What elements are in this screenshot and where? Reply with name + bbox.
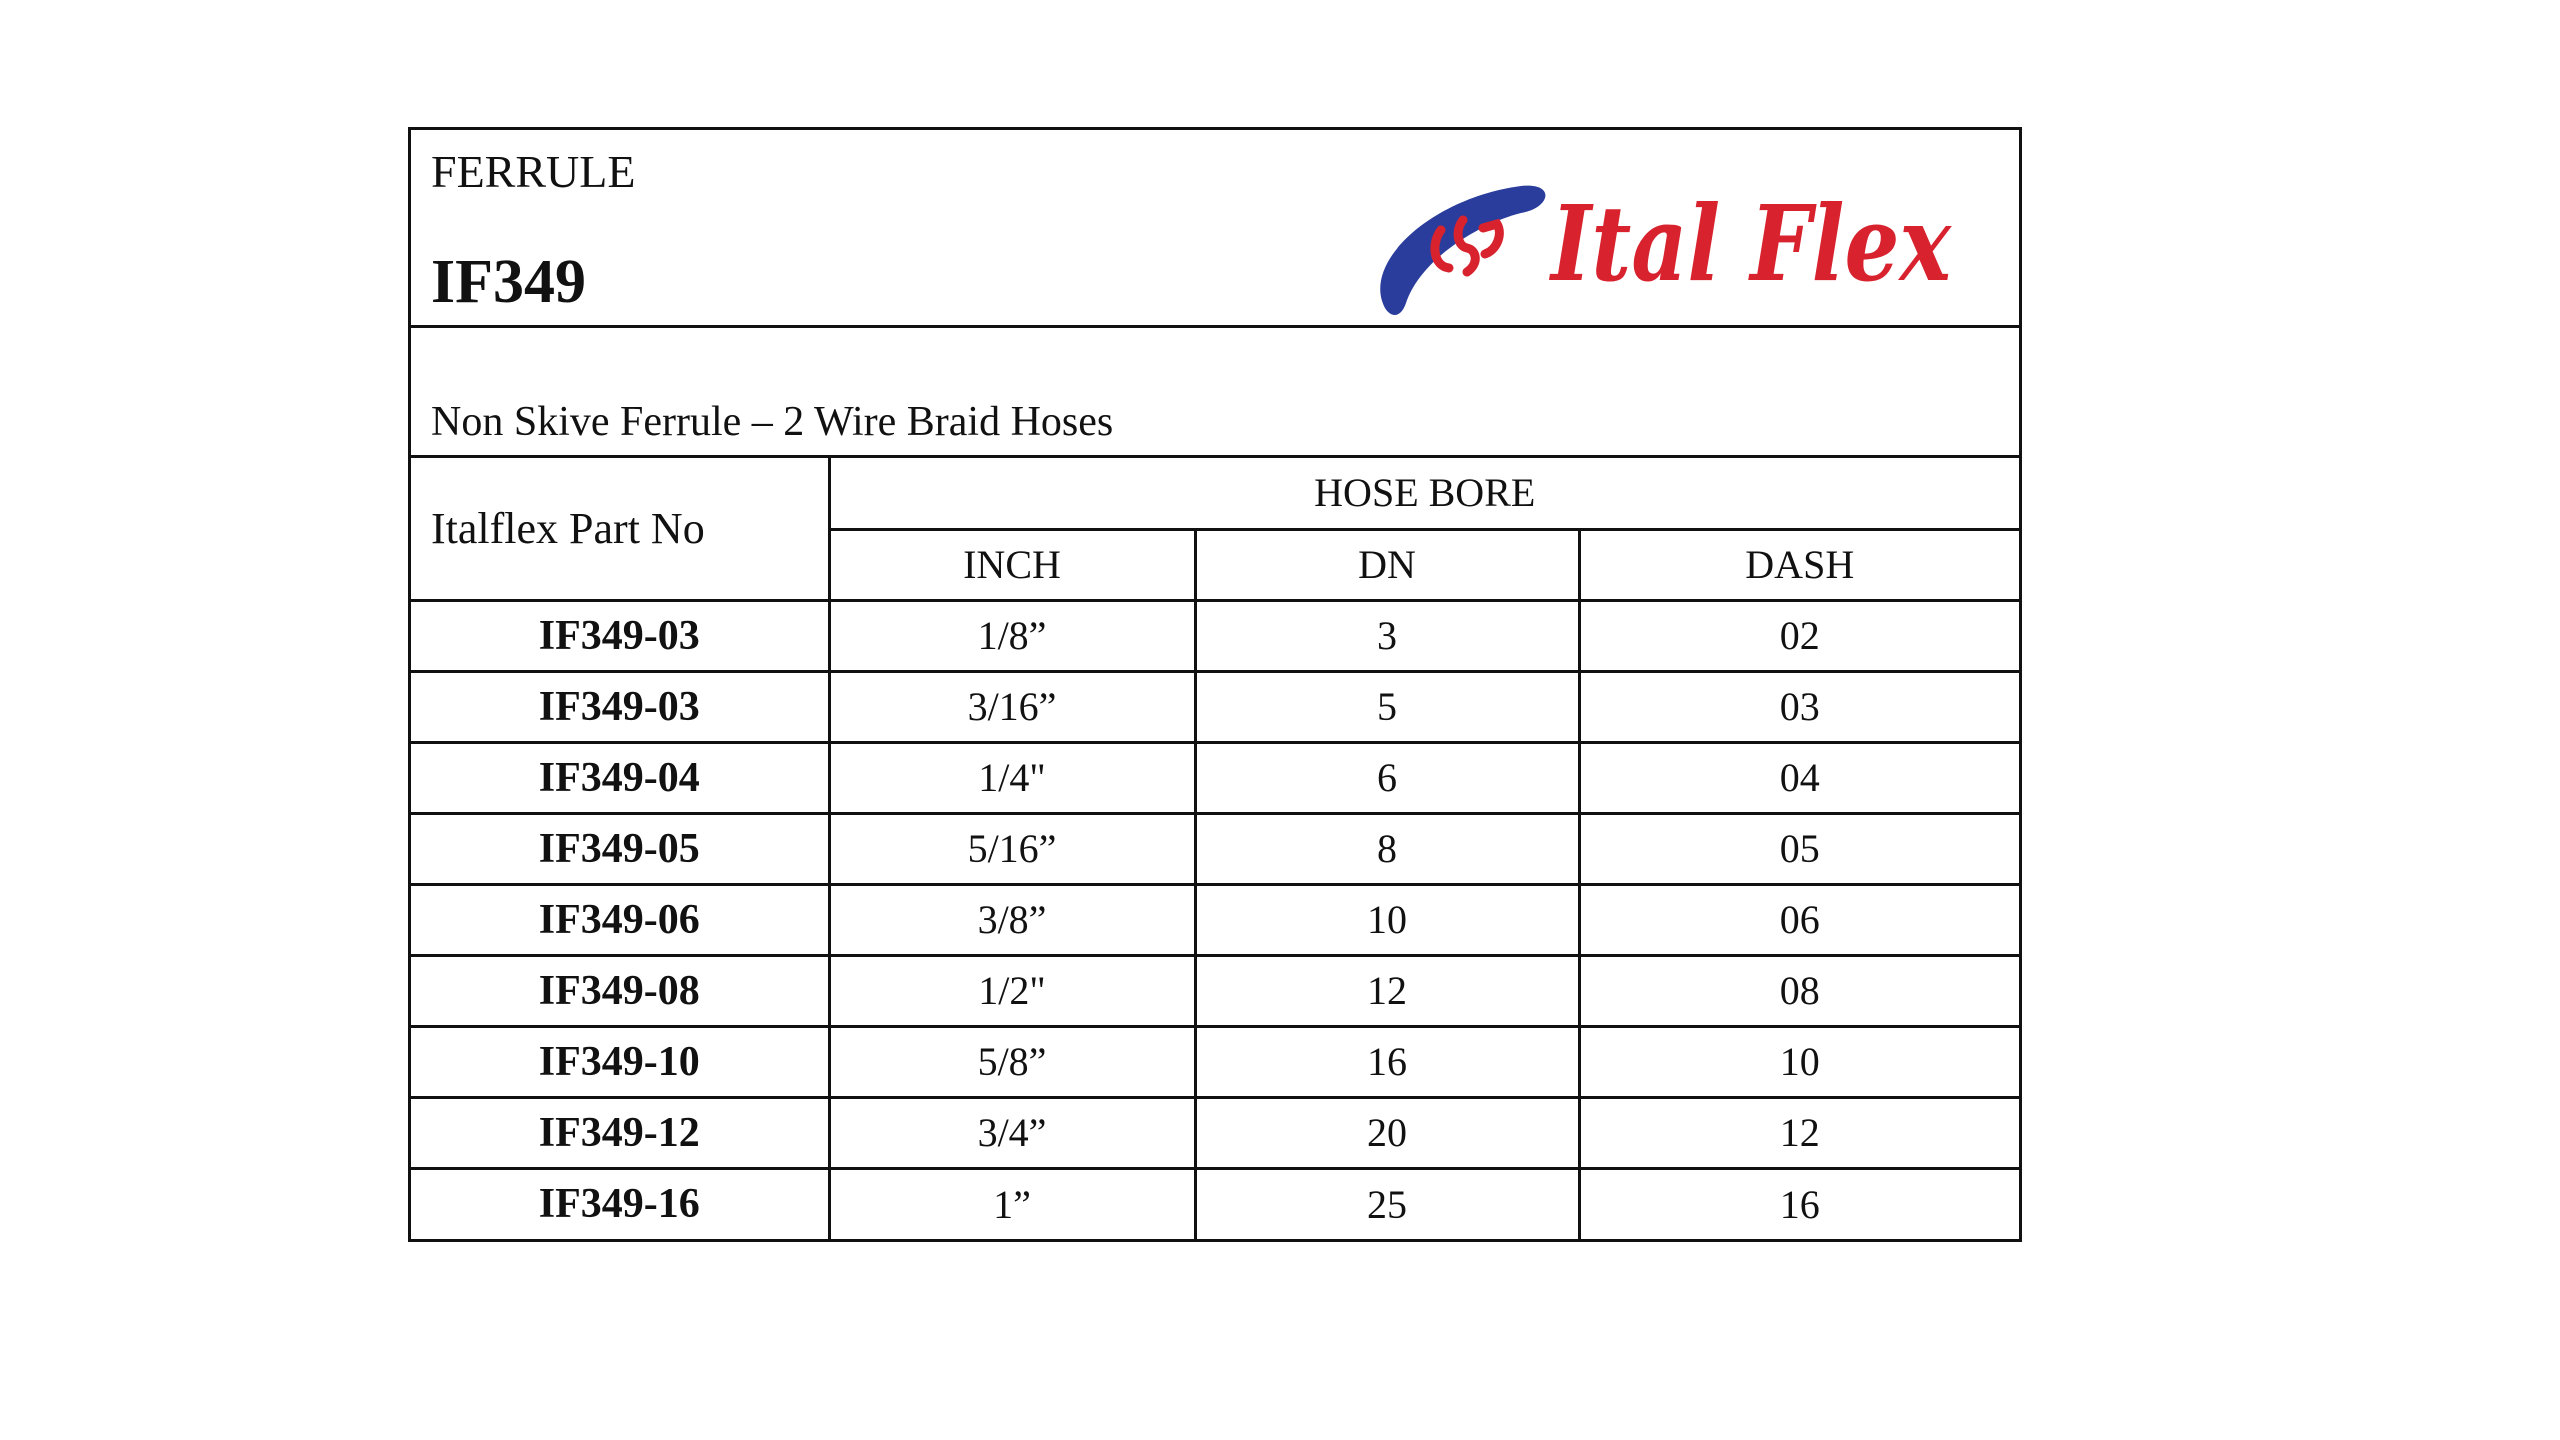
dn-cell: 5	[1195, 671, 1579, 742]
dash-cell: 03	[1579, 671, 2019, 742]
part-number-cell: IF349-03	[411, 671, 829, 742]
inch-cell: 1/2"	[829, 955, 1195, 1026]
logo-wordmark: Ital Flex	[1548, 182, 1952, 305]
dash-cell: 02	[1579, 600, 2019, 671]
dn-cell: 6	[1195, 742, 1579, 813]
dash-cell: 05	[1579, 813, 2019, 884]
product-model: IF349	[431, 248, 586, 316]
product-category: FERRULE	[431, 146, 636, 197]
dash-column-header: DASH	[1579, 529, 2019, 600]
inch-cell: 3/8”	[829, 884, 1195, 955]
table-row	[411, 955, 2019, 1026]
inch-cell: 1/4"	[829, 742, 1195, 813]
part-number-cell: IF349-03	[411, 600, 829, 671]
dn-column-header: DN	[1195, 529, 1579, 600]
part-number-cell: IF349-06	[411, 884, 829, 955]
dash-cell: 04	[1579, 742, 2019, 813]
part-number-cell: IF349-16	[411, 1168, 829, 1239]
table-row	[411, 600, 2019, 671]
inch-column-header: INCH	[829, 529, 1195, 600]
hose-bore-header: HOSE BORE	[829, 458, 2019, 529]
part-number-header: Italflex Part No	[411, 458, 829, 600]
part-number-cell: IF349-05	[411, 813, 829, 884]
dash-cell: 08	[1579, 955, 2019, 1026]
table-row	[411, 1097, 2019, 1168]
inch-cell: 5/16”	[829, 813, 1195, 884]
table-row	[411, 671, 2019, 742]
dn-cell: 12	[1195, 955, 1579, 1026]
product-sheet	[408, 127, 2022, 1242]
table-row	[411, 1168, 2019, 1239]
dn-cell: 8	[1195, 813, 1579, 884]
table-row	[411, 1026, 2019, 1097]
table-row	[411, 884, 2019, 955]
dn-cell: 20	[1195, 1097, 1579, 1168]
inch-cell: 1/8”	[829, 600, 1195, 671]
part-number-cell: IF349-12	[411, 1097, 829, 1168]
part-number-cell: IF349-04	[411, 742, 829, 813]
dash-cell: 12	[1579, 1097, 2019, 1168]
part-number-cell: IF349-10	[411, 1026, 829, 1097]
dn-cell: 16	[1195, 1026, 1579, 1097]
dash-cell: 06	[1579, 884, 2019, 955]
dn-cell: 3	[1195, 600, 1579, 671]
inch-cell: 3/16”	[829, 671, 1195, 742]
product-description: Non Skive Ferrule – 2 Wire Braid Hoses	[431, 398, 1114, 445]
table-row	[411, 813, 2019, 884]
inch-cell: 3/4”	[829, 1097, 1195, 1168]
dash-cell: 10	[1579, 1026, 2019, 1097]
italflex-logo	[1371, 168, 1971, 318]
sheet-header	[411, 130, 2019, 328]
dn-cell: 10	[1195, 884, 1579, 955]
table-row	[411, 742, 2019, 813]
dn-cell: 25	[1195, 1168, 1579, 1239]
inch-cell: 5/8”	[829, 1026, 1195, 1097]
description-box	[411, 328, 2019, 458]
inch-cell: 1”	[829, 1168, 1195, 1239]
dash-cell: 16	[1579, 1168, 2019, 1239]
sizes-table	[411, 458, 2019, 1239]
part-number-cell: IF349-08	[411, 955, 829, 1026]
